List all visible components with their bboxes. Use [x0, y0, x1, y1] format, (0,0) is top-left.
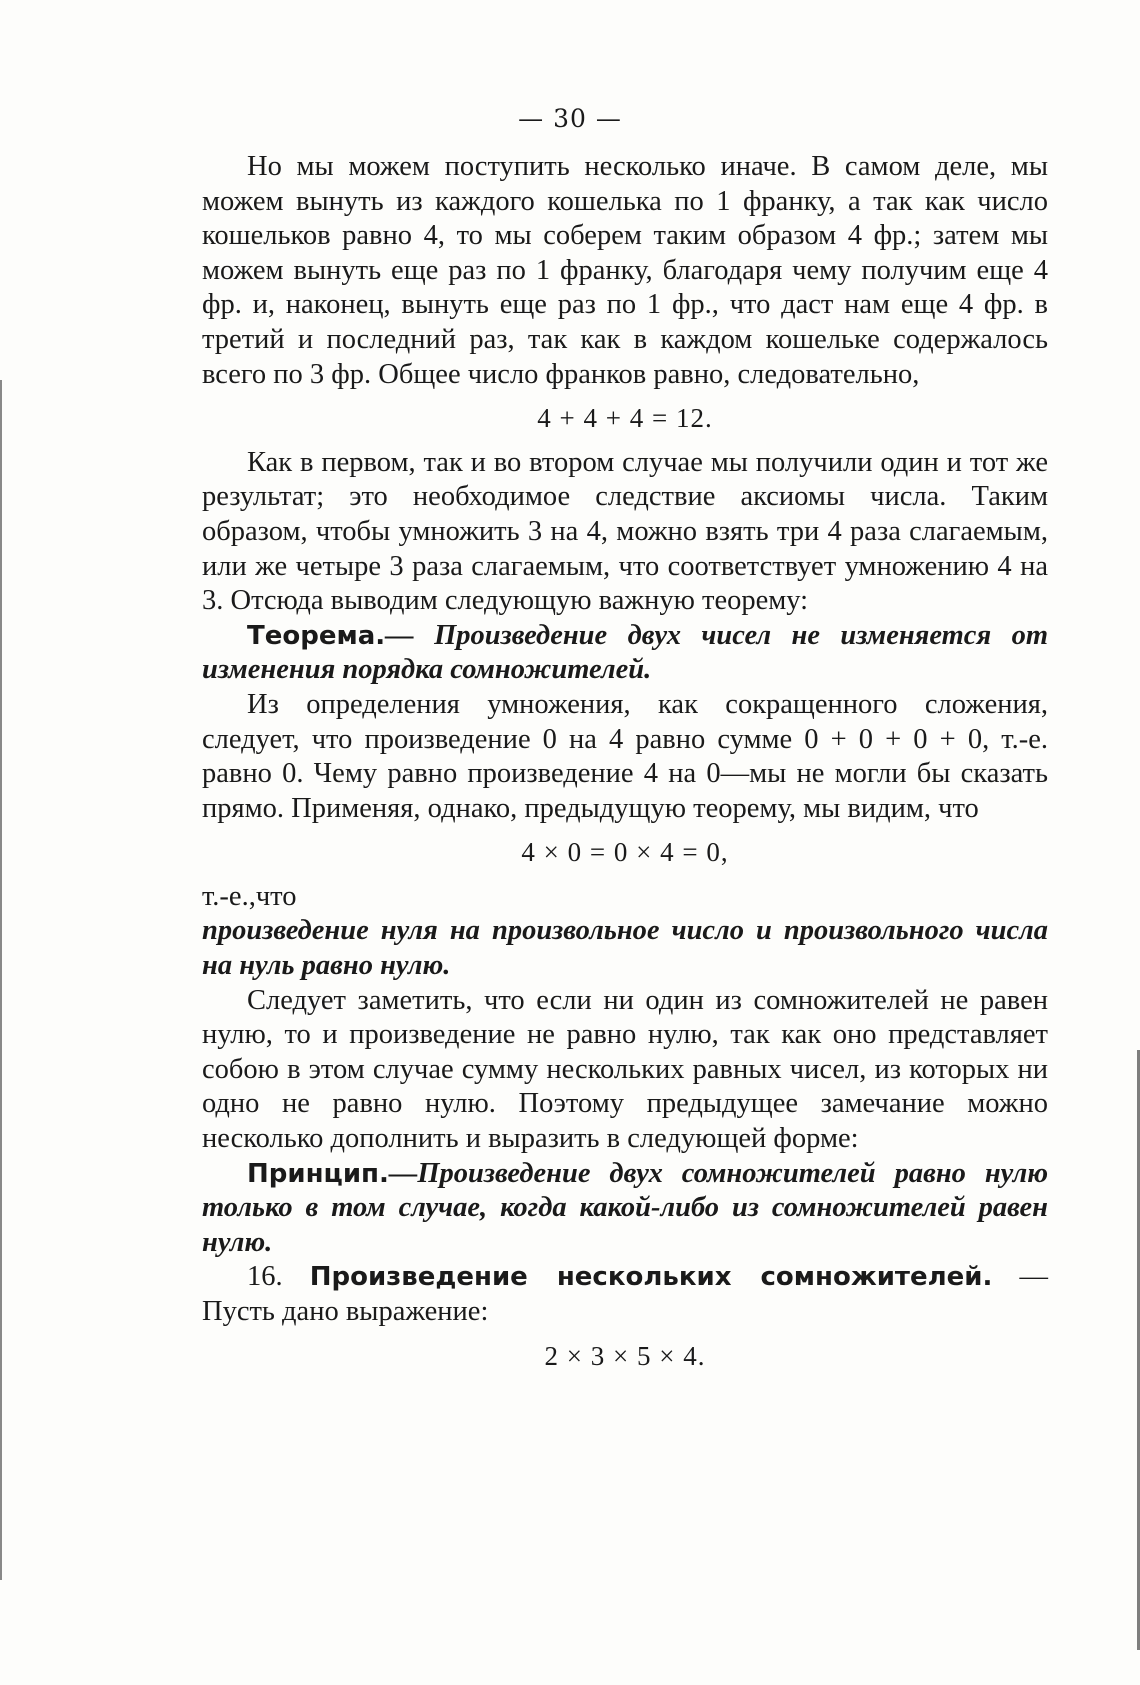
theorem	[202, 619, 1048, 688]
principle-label: Принцип.	[247, 1158, 389, 1189]
body-text	[202, 150, 1048, 1383]
page-edge-right	[1129, 1050, 1140, 1650]
section-title: Произведение нескольких сомножителей.	[309, 1262, 993, 1293]
paragraph-nonzero: Следует заметить, что если ни один из сомножителей не равен нулю, то и произведение не равно нулю, так как оно представляет собою в этом случае сумму нескольких равных чисел, из которых ни одно не равно нулю. Поэтому предыдущее замечание можно несколько дополнить и выразить в следующей форме:	[202, 984, 1048, 1155]
principle-text: —Произведение двух сомножителей равно нулю только в том случае, когда какой-либо из сомножителей равен нулю.	[202, 1157, 1048, 1258]
formula-product: 2 × 3 × 5 × 4.	[544, 1340, 706, 1371]
page-edge-left	[0, 380, 12, 1580]
section-number: 16.	[247, 1261, 283, 1293]
formula-zero-product: 4 × 0 = 0 × 4 = 0,	[521, 837, 729, 868]
paragraph-purses: Но мы можем поступить несколько иначе. В самом деле, мы можем вынуть из каждого кошелька по 1 франку, а так как число кошельков равно 4, то мы соберем таким образом 4 фр.; затем мы можем вынуть еще раз по 1 франку, благодаря чему получим еще 4 фр. и, наконец, вынуть еще раз по 1 фр., что даст нам еще 4 фр. в третий и последний раз, так как в каждом кошельке содержалось всего по 3 фр. Общее число франков равно, следовательно,	[202, 151, 1048, 390]
zero-rule: произведение нуля на произвольное число и произвольного числа на нуль равно нулю.	[202, 915, 1048, 982]
section-16	[202, 1260, 1048, 1329]
formula-sum: 4 + 4 + 4 = 12.	[537, 403, 713, 434]
theorem-label: Теорема.	[247, 620, 386, 651]
paragraph-commutative: Как в первом, так и во втором случае мы получили один и тот же результат; это необходимое следствие аксиомы числа. Таким образом, чтобы умножить 3 на 4, можно взять три 4 раза слагаемым, или же четыре 3 раза слагаемым, что соответствует умножению 4 на 3. Отсюда выводим следующую важную теорему:	[202, 446, 1048, 617]
paragraph-that-is: т.-е.,что	[202, 880, 297, 912]
principle	[202, 1157, 1048, 1261]
page-number: — 30 —	[518, 104, 622, 133]
section-text: — Пусть дано выражение:	[202, 1261, 1048, 1327]
theorem-text: — Произведение двух чисел не изменяется от изменения порядка сомножителей.	[202, 619, 1048, 686]
paragraph-zero: Из определения умножения, как сокращенного сложения, следует, что произведение 0 на 4 равно сумме 0 + 0 + 0 + 0, т.-е. равно 0. Чему равно произведение 4 на 0—мы не могли бы сказать прямо. Применяя, однако, предыдущую теорему, мы видим, что	[202, 688, 1048, 824]
